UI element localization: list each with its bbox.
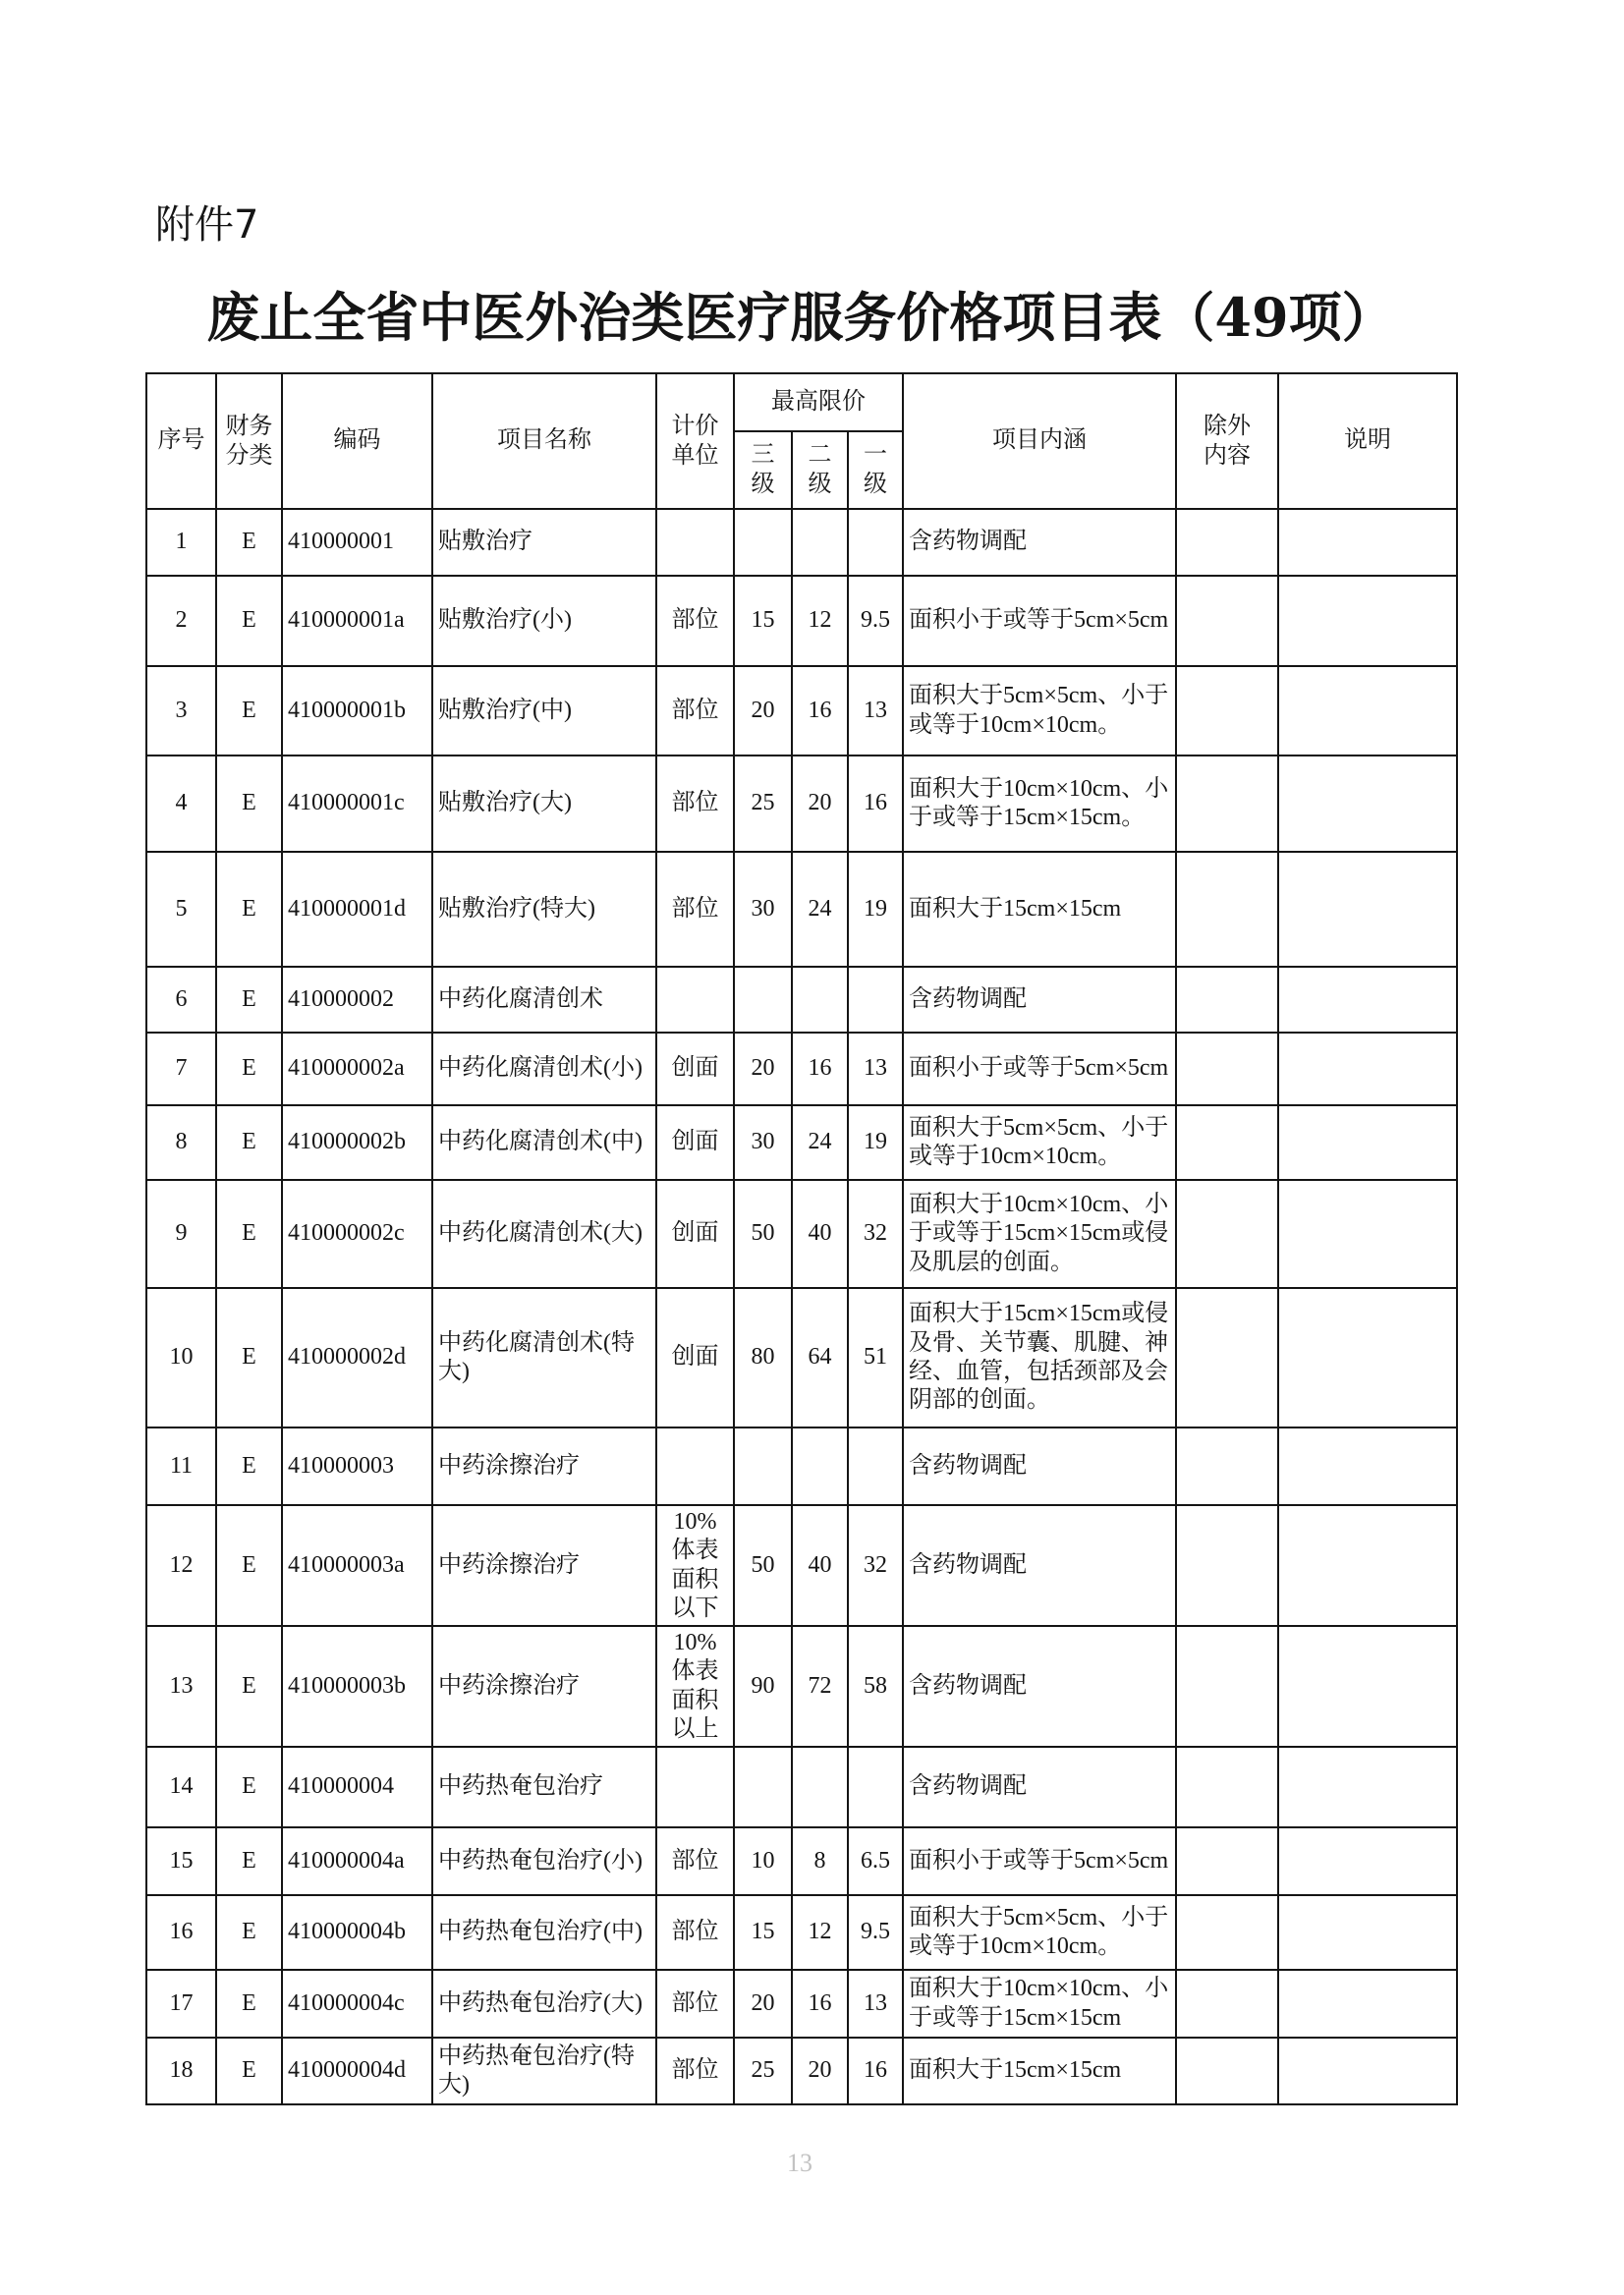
cell-price-level2: 16 [792, 1033, 848, 1105]
header-finance-category-label: 财务分类 [225, 413, 273, 469]
cell-code: 410000002a [282, 1033, 432, 1105]
cell-price-level1: 13 [848, 1970, 903, 2038]
cell-item-name: 中药涂擦治疗 [432, 1505, 656, 1626]
cell-price-level3: 50 [734, 1180, 792, 1288]
cell-pricing-unit: 10%体表面积以上 [656, 1626, 734, 1747]
cell-exclusions [1176, 967, 1278, 1033]
cell-pricing-unit [656, 509, 734, 576]
cell-exclusions [1176, 1970, 1278, 2038]
cell-price-level1: 13 [848, 666, 903, 756]
cell-price-level1: 6.5 [848, 1827, 903, 1895]
cell-notes [1278, 852, 1457, 967]
header-exclusions [1176, 373, 1278, 509]
table-row [146, 756, 1457, 852]
header-level2-label: 二级 [808, 442, 832, 498]
cell-item-content: 面积大于5cm×5cm、小于或等于10cm×10cm。 [903, 1895, 1176, 1970]
cell-finance-category: E [216, 509, 282, 576]
cell-item-name: 贴敷治疗(小) [432, 576, 656, 666]
table-row [146, 1747, 1457, 1827]
cell-code: 410000001 [282, 509, 432, 576]
cell-code: 410000004a [282, 1827, 432, 1895]
cell-price-level1: 9.5 [848, 1895, 903, 1970]
cell-price-level3: 25 [734, 756, 792, 852]
cell-price-level3: 25 [734, 2038, 792, 2104]
cell-finance-category: E [216, 576, 282, 666]
cell-item-content: 面积小于或等于5cm×5cm [903, 576, 1176, 666]
cell-code: 410000002c [282, 1180, 432, 1288]
table-row [146, 509, 1457, 576]
cell-pricing-unit [656, 1427, 734, 1505]
cell-price-level2: 8 [792, 1827, 848, 1895]
cell-price-level1: 16 [848, 2038, 903, 2104]
cell-seq: 3 [146, 666, 216, 756]
cell-price-level1: 32 [848, 1180, 903, 1288]
cell-price-level2 [792, 1747, 848, 1827]
cell-item-content: 含药物调配 [903, 1747, 1176, 1827]
table-row [146, 1970, 1457, 2038]
table-row [146, 2038, 1457, 2104]
table-row [146, 1288, 1457, 1427]
cell-item-content: 含药物调配 [903, 1427, 1176, 1505]
cell-exclusions [1176, 1895, 1278, 1970]
cell-seq: 2 [146, 576, 216, 666]
cell-seq: 4 [146, 756, 216, 852]
cell-item-content: 含药物调配 [903, 967, 1176, 1033]
cell-price-level1: 9.5 [848, 576, 903, 666]
cell-price-level2: 24 [792, 852, 848, 967]
cell-pricing-unit: 部位 [656, 666, 734, 756]
cell-price-level3: 10 [734, 1827, 792, 1895]
cell-notes [1278, 1288, 1457, 1427]
cell-finance-category: E [216, 1970, 282, 2038]
cell-seq: 1 [146, 509, 216, 576]
cell-seq: 7 [146, 1033, 216, 1105]
cell-price-level3 [734, 1747, 792, 1827]
cell-pricing-unit: 部位 [656, 1970, 734, 2038]
cell-item-content: 含药物调配 [903, 1626, 1176, 1747]
cell-item-content: 面积大于15cm×15cm [903, 2038, 1176, 2104]
cell-seq: 18 [146, 2038, 216, 2104]
cell-notes [1278, 2038, 1457, 2104]
cell-item-name: 中药热奄包治疗(中) [432, 1895, 656, 1970]
cell-item-content: 面积大于5cm×5cm、小于或等于10cm×10cm。 [903, 1105, 1176, 1180]
cell-item-name: 中药热奄包治疗(小) [432, 1827, 656, 1895]
cell-seq: 11 [146, 1427, 216, 1505]
cell-price-level2: 20 [792, 2038, 848, 2104]
table-row [146, 1895, 1457, 1970]
cell-finance-category: E [216, 1427, 282, 1505]
cell-price-level3: 20 [734, 1970, 792, 2038]
cell-exclusions [1176, 1105, 1278, 1180]
cell-exclusions [1176, 1033, 1278, 1105]
cell-price-level3 [734, 509, 792, 576]
cell-item-name: 中药热奄包治疗(特大) [432, 2038, 656, 2104]
cell-notes [1278, 666, 1457, 756]
cell-seq: 8 [146, 1105, 216, 1180]
header-item-content [903, 373, 1176, 509]
cell-notes [1278, 1505, 1457, 1626]
cell-item-name: 中药化腐清创术(特大) [432, 1288, 656, 1427]
cell-code: 410000003a [282, 1505, 432, 1626]
table-row [146, 666, 1457, 756]
cell-notes [1278, 1033, 1457, 1105]
cell-item-name: 中药热奄包治疗 [432, 1747, 656, 1827]
cell-item-content: 面积小于或等于5cm×5cm [903, 1827, 1176, 1895]
header-seq-label: 序号 [157, 427, 205, 454]
cell-pricing-unit [656, 967, 734, 1033]
cell-notes [1278, 1105, 1457, 1180]
cell-notes [1278, 967, 1457, 1033]
table-row [146, 1033, 1457, 1105]
cell-pricing-unit: 创面 [656, 1180, 734, 1288]
cell-price-level2: 12 [792, 1895, 848, 1970]
cell-exclusions [1176, 1505, 1278, 1626]
header-level3 [734, 431, 792, 509]
cell-exclusions [1176, 1427, 1278, 1505]
cell-price-level2: 64 [792, 1288, 848, 1427]
cell-finance-category: E [216, 1105, 282, 1180]
cell-pricing-unit: 10%体表面积以下 [656, 1505, 734, 1626]
cell-exclusions [1176, 1288, 1278, 1427]
cell-price-level2: 72 [792, 1626, 848, 1747]
cell-price-level2: 40 [792, 1505, 848, 1626]
cell-finance-category: E [216, 1895, 282, 1970]
table-row [146, 967, 1457, 1033]
cell-seq: 17 [146, 1970, 216, 2038]
cell-item-content: 面积小于或等于5cm×5cm [903, 1033, 1176, 1105]
cell-exclusions [1176, 756, 1278, 852]
header-level3-label: 三级 [751, 442, 775, 498]
header-level2 [792, 431, 848, 509]
header-max-price [734, 373, 903, 431]
cell-item-content: 面积大于10cm×10cm、小于或等于15cm×15cm [903, 1970, 1176, 2038]
header-seq [146, 373, 216, 509]
cell-notes [1278, 756, 1457, 852]
cell-item-name: 贴敷治疗(特大) [432, 852, 656, 967]
header-finance-category [216, 373, 282, 509]
cell-seq: 10 [146, 1288, 216, 1427]
cell-finance-category: E [216, 1288, 282, 1427]
cell-price-level1 [848, 967, 903, 1033]
header-pricing-unit [656, 373, 734, 509]
cell-notes [1278, 1895, 1457, 1970]
cell-finance-category: E [216, 1033, 282, 1105]
table-row [146, 852, 1457, 967]
cell-pricing-unit: 部位 [656, 1895, 734, 1970]
cell-seq: 5 [146, 852, 216, 967]
header-item-name-label: 项目名称 [497, 427, 591, 454]
attachment-label: 附件7 [155, 202, 259, 248]
header-item-content-label: 项目内涵 [992, 427, 1088, 454]
cell-item-content: 含药物调配 [903, 1505, 1176, 1626]
cell-item-name: 中药涂擦治疗 [432, 1626, 656, 1747]
cell-price-level2 [792, 1427, 848, 1505]
cell-price-level1 [848, 1427, 903, 1505]
cell-notes [1278, 576, 1457, 666]
page-number: 13 [787, 2149, 812, 2177]
cell-item-name: 中药化腐清创术 [432, 967, 656, 1033]
cell-item-name: 贴敷治疗 [432, 509, 656, 576]
cell-price-level3: 80 [734, 1288, 792, 1427]
cell-price-level3: 15 [734, 576, 792, 666]
header-code-label: 编码 [333, 427, 381, 454]
cell-pricing-unit: 部位 [656, 576, 734, 666]
cell-price-level1 [848, 1747, 903, 1827]
cell-notes [1278, 1180, 1457, 1288]
cell-item-content: 含药物调配 [903, 509, 1176, 576]
cell-code: 410000004b [282, 1895, 432, 1970]
header-exclusions-label: 除外内容 [1204, 413, 1252, 469]
cell-pricing-unit: 部位 [656, 756, 734, 852]
cell-exclusions [1176, 1626, 1278, 1747]
cell-code: 410000001a [282, 576, 432, 666]
cell-exclusions [1176, 509, 1278, 576]
cell-price-level3 [734, 967, 792, 1033]
header-level1-label: 一级 [864, 442, 888, 498]
cell-finance-category: E [216, 1180, 282, 1288]
header-notes [1278, 373, 1457, 509]
header-notes-label: 说明 [1344, 427, 1392, 454]
cell-code: 410000001c [282, 756, 432, 852]
table-row [146, 1180, 1457, 1288]
table-body [146, 509, 1457, 2104]
cell-price-level1: 19 [848, 852, 903, 967]
cell-price-level3: 20 [734, 666, 792, 756]
cell-item-content: 面积大于15cm×15cm或侵及骨、关节囊、肌腱、神经、血管，包括颈部及会阴部的创面。 [903, 1288, 1176, 1427]
cell-price-level1: 51 [848, 1288, 903, 1427]
cell-finance-category: E [216, 1505, 282, 1626]
cell-code: 410000002b [282, 1105, 432, 1180]
cell-notes [1278, 1827, 1457, 1895]
cell-item-name: 中药热奄包治疗(大) [432, 1970, 656, 2038]
cell-code: 410000003b [282, 1626, 432, 1747]
cell-price-level3: 30 [734, 1105, 792, 1180]
cell-price-level3: 30 [734, 852, 792, 967]
cell-seq: 14 [146, 1747, 216, 1827]
cell-price-level3: 50 [734, 1505, 792, 1626]
cell-notes [1278, 1626, 1457, 1747]
cell-notes [1278, 509, 1457, 576]
cell-price-level3: 15 [734, 1895, 792, 1970]
cell-exclusions [1176, 576, 1278, 666]
cell-finance-category: E [216, 1747, 282, 1827]
cell-item-name: 贴敷治疗(中) [432, 666, 656, 756]
cell-finance-category: E [216, 1827, 282, 1895]
cell-item-content: 面积大于10cm×10cm、小于或等于15cm×15cm。 [903, 756, 1176, 852]
cell-finance-category: E [216, 852, 282, 967]
price-table [145, 372, 1458, 2105]
cell-code: 410000002 [282, 967, 432, 1033]
cell-item-content: 面积大于5cm×5cm、小于或等于10cm×10cm。 [903, 666, 1176, 756]
cell-code: 410000002d [282, 1288, 432, 1427]
cell-notes [1278, 1747, 1457, 1827]
cell-finance-category: E [216, 1626, 282, 1747]
cell-code: 410000003 [282, 1427, 432, 1505]
header-item-name [432, 373, 656, 509]
cell-price-level3 [734, 1427, 792, 1505]
cell-price-level2 [792, 509, 848, 576]
table-row [146, 1427, 1457, 1505]
page-title: 废止全省中医外治类医疗服务价格项目表（49项） [206, 286, 1395, 349]
table-row [146, 1827, 1457, 1895]
cell-exclusions [1176, 852, 1278, 967]
cell-item-name: 中药化腐清创术(中) [432, 1105, 656, 1180]
header-level1 [848, 431, 903, 509]
cell-item-name: 中药化腐清创术(小) [432, 1033, 656, 1105]
cell-finance-category: E [216, 967, 282, 1033]
cell-price-level2: 40 [792, 1180, 848, 1288]
cell-seq: 15 [146, 1827, 216, 1895]
cell-notes [1278, 1970, 1457, 2038]
cell-exclusions [1176, 1827, 1278, 1895]
cell-code: 410000001d [282, 852, 432, 967]
cell-code: 410000004d [282, 2038, 432, 2104]
cell-pricing-unit: 部位 [656, 1827, 734, 1895]
table-row [146, 576, 1457, 666]
header-pricing-unit-label: 计价单位 [671, 413, 719, 469]
cell-pricing-unit: 部位 [656, 2038, 734, 2104]
table-row [146, 1626, 1457, 1747]
cell-code: 410000004 [282, 1747, 432, 1827]
cell-price-level1: 19 [848, 1105, 903, 1180]
cell-item-content: 面积大于15cm×15cm [903, 852, 1176, 967]
cell-finance-category: E [216, 2038, 282, 2104]
cell-finance-category: E [216, 756, 282, 852]
cell-exclusions [1176, 2038, 1278, 2104]
cell-code: 410000001b [282, 666, 432, 756]
cell-price-level3: 20 [734, 1033, 792, 1105]
cell-price-level1: 16 [848, 756, 903, 852]
cell-pricing-unit: 创面 [656, 1105, 734, 1180]
cell-pricing-unit: 创面 [656, 1288, 734, 1427]
cell-seq: 13 [146, 1626, 216, 1747]
cell-exclusions [1176, 1747, 1278, 1827]
table-row [146, 1505, 1457, 1626]
cell-exclusions [1176, 1180, 1278, 1288]
header-code [282, 373, 432, 509]
cell-seq: 12 [146, 1505, 216, 1626]
cell-price-level2: 20 [792, 756, 848, 852]
cell-item-name: 中药涂擦治疗 [432, 1427, 656, 1505]
cell-price-level1: 32 [848, 1505, 903, 1626]
cell-price-level1: 13 [848, 1033, 903, 1105]
cell-seq: 9 [146, 1180, 216, 1288]
cell-price-level1: 58 [848, 1626, 903, 1747]
cell-price-level2: 16 [792, 666, 848, 756]
cell-exclusions [1176, 666, 1278, 756]
cell-item-content: 面积大于10cm×10cm、小于或等于15cm×15cm或侵及肌层的创面。 [903, 1180, 1176, 1288]
cell-pricing-unit: 部位 [656, 852, 734, 967]
table-header [146, 373, 1457, 509]
cell-price-level1 [848, 509, 903, 576]
cell-pricing-unit [656, 1747, 734, 1827]
cell-item-name: 中药化腐清创术(大) [432, 1180, 656, 1288]
table-row [146, 1105, 1457, 1180]
cell-seq: 16 [146, 1895, 216, 1970]
cell-price-level2: 12 [792, 576, 848, 666]
header-max-price-label: 最高限价 [771, 388, 867, 415]
cell-seq: 6 [146, 967, 216, 1033]
cell-price-level3: 90 [734, 1626, 792, 1747]
cell-pricing-unit: 创面 [656, 1033, 734, 1105]
header-row-main [146, 373, 1457, 431]
cell-code: 410000004c [282, 1970, 432, 2038]
cell-finance-category: E [216, 666, 282, 756]
cell-price-level2 [792, 967, 848, 1033]
cell-price-level2: 16 [792, 1970, 848, 2038]
cell-item-name: 贴敷治疗(大) [432, 756, 656, 852]
cell-price-level2: 24 [792, 1105, 848, 1180]
cell-notes [1278, 1427, 1457, 1505]
